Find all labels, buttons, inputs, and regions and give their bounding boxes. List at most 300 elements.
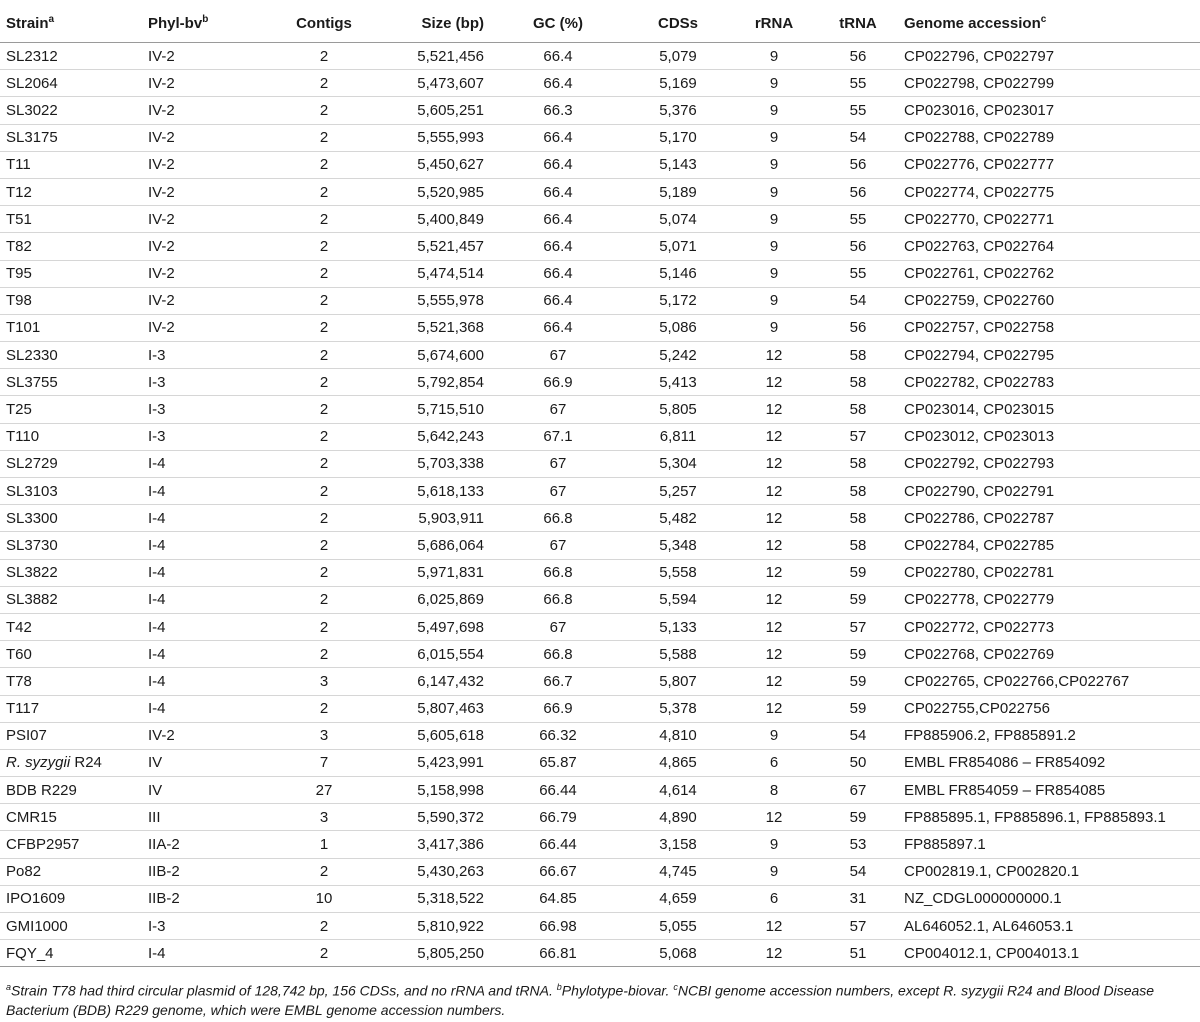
cell-contigs: 2 — [262, 342, 380, 369]
cell-gc: 66.4 — [490, 260, 620, 287]
strain-name: SL3300 — [6, 509, 58, 527]
strain-name: SL3755 — [6, 373, 58, 391]
cell-phyl: I-4 — [142, 505, 262, 532]
cell-trna: 58 — [812, 450, 898, 477]
header-trna: tRNA — [812, 4, 898, 43]
cell-phyl: IV — [142, 749, 262, 776]
cell-contigs: 2 — [262, 423, 380, 450]
cell-strain — [0, 369, 142, 396]
cell-accession: CP022794, CP022795 — [898, 342, 1200, 369]
cell-gc: 67 — [490, 613, 620, 640]
table-row — [0, 885, 1200, 912]
cell-contigs: 2 — [262, 532, 380, 559]
table-row — [0, 342, 1200, 369]
table-row — [0, 233, 1200, 260]
cell-trna: 55 — [812, 70, 898, 97]
cell-gc: 66.44 — [490, 831, 620, 858]
cell-cds: 5,588 — [620, 641, 730, 668]
cell-rrna: 12 — [730, 532, 812, 559]
table-row — [0, 70, 1200, 97]
table-row — [0, 206, 1200, 233]
cell-strain — [0, 532, 142, 559]
cell-trna: 50 — [812, 749, 898, 776]
cell-cds: 5,143 — [620, 151, 730, 178]
strain-name: T101 — [6, 319, 41, 337]
cell-strain — [0, 695, 142, 722]
strain-name: T117 — [6, 700, 40, 718]
cell-accession: AL646052.1, AL646053.1 — [898, 913, 1200, 940]
cell-strain — [0, 749, 142, 776]
table-row — [0, 695, 1200, 722]
cell-contigs: 2 — [262, 613, 380, 640]
cell-contigs: 10 — [262, 885, 380, 912]
cell-rrna: 12 — [730, 369, 812, 396]
table-row — [0, 396, 1200, 423]
cell-contigs: 2 — [262, 178, 380, 205]
cell-cds: 5,348 — [620, 532, 730, 559]
cell-cds: 5,133 — [620, 613, 730, 640]
strain-name: SL3175 — [6, 129, 58, 147]
cell-rrna: 9 — [730, 722, 812, 749]
cell-accession: FP885897.1 — [898, 831, 1200, 858]
cell-gc: 66.7 — [490, 668, 620, 695]
cell-contigs: 2 — [262, 478, 380, 505]
cell-contigs: 7 — [262, 749, 380, 776]
cell-gc: 67 — [490, 450, 620, 477]
cell-gc: 66.9 — [490, 695, 620, 722]
cell-rrna: 12 — [730, 940, 812, 967]
table-row — [0, 478, 1200, 505]
table-row — [0, 450, 1200, 477]
cell-contigs: 2 — [262, 913, 380, 940]
cell-strain — [0, 505, 142, 532]
cell-size: 5,521,368 — [380, 314, 490, 341]
cell-cds: 5,805 — [620, 396, 730, 423]
cell-strain — [0, 396, 142, 423]
cell-rrna: 12 — [730, 505, 812, 532]
cell-rrna: 12 — [730, 450, 812, 477]
cell-trna: 53 — [812, 831, 898, 858]
table-row — [0, 178, 1200, 205]
cell-size: 6,015,554 — [380, 641, 490, 668]
cell-accession: CP022788, CP022789 — [898, 124, 1200, 151]
strain-species-prefix: R. syzygii — [6, 754, 71, 772]
table-row — [0, 668, 1200, 695]
cell-gc: 66.4 — [490, 206, 620, 233]
table-row — [0, 287, 1200, 314]
cell-strain — [0, 124, 142, 151]
cell-strain — [0, 342, 142, 369]
cell-cds: 5,376 — [620, 97, 730, 124]
cell-gc: 66.4 — [490, 287, 620, 314]
cell-gc: 66.4 — [490, 70, 620, 97]
strain-name: T82 — [6, 237, 32, 255]
cell-size: 5,590,372 — [380, 804, 490, 831]
cell-accession: CP022796, CP022797 — [898, 43, 1200, 70]
cell-cds: 5,413 — [620, 369, 730, 396]
strain-name: SL2312 — [6, 47, 58, 65]
cell-rrna: 9 — [730, 97, 812, 124]
cell-contigs: 2 — [262, 97, 380, 124]
cell-contigs: 27 — [262, 777, 380, 804]
cell-trna: 58 — [812, 505, 898, 532]
cell-trna: 51 — [812, 940, 898, 967]
cell-gc: 66.4 — [490, 178, 620, 205]
cell-trna: 59 — [812, 586, 898, 613]
cell-trna: 58 — [812, 342, 898, 369]
cell-trna: 55 — [812, 97, 898, 124]
cell-strain — [0, 287, 142, 314]
table-row — [0, 505, 1200, 532]
cell-size: 5,642,243 — [380, 423, 490, 450]
table-row — [0, 124, 1200, 151]
cell-gc: 66.4 — [490, 314, 620, 341]
cell-accession: CP022784, CP022785 — [898, 532, 1200, 559]
strain-name: SL2330 — [6, 346, 58, 364]
strain-name: T25 — [6, 401, 32, 419]
cell-strain — [0, 450, 142, 477]
cell-phyl: I-4 — [142, 478, 262, 505]
cell-strain — [0, 70, 142, 97]
cell-phyl: I-4 — [142, 559, 262, 586]
cell-size: 5,158,998 — [380, 777, 490, 804]
header-accession: Genome accession$^c$ — [898, 4, 1200, 43]
cell-rrna: 9 — [730, 124, 812, 151]
cell-strain — [0, 858, 142, 885]
cell-phyl: IV-2 — [142, 287, 262, 314]
table-row — [0, 151, 1200, 178]
cell-contigs: 2 — [262, 151, 380, 178]
strain-name: T98 — [6, 292, 32, 310]
cell-contigs: 2 — [262, 450, 380, 477]
strain-name: GMI1000 — [6, 917, 68, 935]
table-row — [0, 43, 1200, 70]
cell-size: 5,810,922 — [380, 913, 490, 940]
strain-name: T42 — [6, 618, 32, 636]
table-row — [0, 641, 1200, 668]
cell-trna: 56 — [812, 151, 898, 178]
cell-phyl: I-4 — [142, 668, 262, 695]
cell-phyl: IV-2 — [142, 314, 262, 341]
cell-cds: 5,807 — [620, 668, 730, 695]
cell-rrna: 12 — [730, 613, 812, 640]
strain-name: Po82 — [6, 863, 42, 881]
cell-gc: 66.8 — [490, 505, 620, 532]
cell-strain — [0, 885, 142, 912]
cell-trna: 56 — [812, 178, 898, 205]
table-row — [0, 586, 1200, 613]
cell-contigs: 2 — [262, 70, 380, 97]
cell-cds: 5,242 — [620, 342, 730, 369]
cell-contigs: 2 — [262, 233, 380, 260]
cell-accession: CP022770, CP022771 — [898, 206, 1200, 233]
table-row — [0, 831, 1200, 858]
cell-strain — [0, 97, 142, 124]
cell-gc: 66.3 — [490, 97, 620, 124]
cell-rrna: 9 — [730, 314, 812, 341]
cell-gc: 66.32 — [490, 722, 620, 749]
cell-trna: 59 — [812, 668, 898, 695]
cell-contigs: 2 — [262, 124, 380, 151]
strain-name: IPO1609 — [6, 890, 66, 908]
strain-name: SL2064 — [6, 74, 58, 92]
cell-cds: 4,890 — [620, 804, 730, 831]
cell-contigs: 2 — [262, 586, 380, 613]
cell-cds: 5,594 — [620, 586, 730, 613]
cell-trna: 67 — [812, 777, 898, 804]
cell-gc: 65.87 — [490, 749, 620, 776]
cell-accession: CP022780, CP022781 — [898, 559, 1200, 586]
strain-name: T51 — [6, 210, 32, 228]
cell-trna: 57 — [812, 423, 898, 450]
cell-rrna: 9 — [730, 260, 812, 287]
cell-size: 5,807,463 — [380, 695, 490, 722]
cell-size: 5,555,978 — [380, 287, 490, 314]
cell-contigs: 2 — [262, 641, 380, 668]
cell-gc: 64.85 — [490, 885, 620, 912]
cell-size: 6,025,869 — [380, 586, 490, 613]
strain-name: CMR15 — [6, 808, 57, 826]
cell-strain — [0, 260, 142, 287]
cell-trna: 59 — [812, 641, 898, 668]
cell-trna: 58 — [812, 478, 898, 505]
cell-cds: 5,055 — [620, 913, 730, 940]
cell-size: 5,792,854 — [380, 369, 490, 396]
cell-rrna: 9 — [730, 858, 812, 885]
cell-trna: 57 — [812, 613, 898, 640]
cell-strain — [0, 722, 142, 749]
table-row — [0, 858, 1200, 885]
cell-rrna: 8 — [730, 777, 812, 804]
cell-gc: 66.4 — [490, 151, 620, 178]
cell-gc: 66.4 — [490, 233, 620, 260]
cell-rrna: 12 — [730, 641, 812, 668]
cell-accession: NZ_CDGL000000000.1 — [898, 885, 1200, 912]
cell-phyl: I-4 — [142, 586, 262, 613]
header-row — [0, 4, 1200, 43]
cell-phyl: I-3 — [142, 396, 262, 423]
cell-trna: 59 — [812, 695, 898, 722]
cell-size: 5,400,849 — [380, 206, 490, 233]
cell-strain — [0, 423, 142, 450]
cell-size: 5,605,251 — [380, 97, 490, 124]
cell-accession: CP022778, CP022779 — [898, 586, 1200, 613]
cell-gc: 66.8 — [490, 641, 620, 668]
cell-cds: 5,071 — [620, 233, 730, 260]
cell-accession: CP022757, CP022758 — [898, 314, 1200, 341]
cell-accession: CP022786, CP022787 — [898, 505, 1200, 532]
genome-table — [0, 4, 1200, 967]
strain-name: T78 — [6, 672, 32, 690]
cell-rrna: 9 — [730, 287, 812, 314]
table-row — [0, 369, 1200, 396]
table-row — [0, 913, 1200, 940]
cell-size: 6,147,432 — [380, 668, 490, 695]
cell-gc: 66.9 — [490, 369, 620, 396]
cell-rrna: 6 — [730, 885, 812, 912]
cell-size: 5,805,250 — [380, 940, 490, 967]
cell-gc: 66.4 — [490, 43, 620, 70]
cell-size: 5,423,991 — [380, 749, 490, 776]
cell-size: 5,674,600 — [380, 342, 490, 369]
cell-gc: 66.8 — [490, 559, 620, 586]
cell-rrna: 12 — [730, 396, 812, 423]
cell-contigs: 3 — [262, 668, 380, 695]
cell-trna: 55 — [812, 206, 898, 233]
cell-contigs: 2 — [262, 43, 380, 70]
strain-name: FQY_4 — [6, 944, 54, 962]
header-gc: GC (%) — [490, 4, 620, 43]
cell-accession: CP022768, CP022769 — [898, 641, 1200, 668]
cell-phyl: IIA-2 — [142, 831, 262, 858]
cell-strain — [0, 668, 142, 695]
strain-name: T11 — [6, 156, 31, 174]
header-cds: CDSs — [620, 4, 730, 43]
cell-cds: 5,172 — [620, 287, 730, 314]
cell-trna: 54 — [812, 124, 898, 151]
cell-phyl: I-4 — [142, 532, 262, 559]
cell-phyl: I-3 — [142, 423, 262, 450]
cell-gc: 66.98 — [490, 913, 620, 940]
cell-phyl: IV — [142, 777, 262, 804]
cell-phyl: IV-2 — [142, 178, 262, 205]
cell-strain — [0, 178, 142, 205]
cell-cds: 5,558 — [620, 559, 730, 586]
cell-strain — [0, 43, 142, 70]
cell-contigs: 2 — [262, 369, 380, 396]
cell-accession: CP022759, CP022760 — [898, 287, 1200, 314]
strain-name: T12 — [6, 183, 32, 201]
strain-name: SL3882 — [6, 591, 58, 609]
cell-rrna: 12 — [730, 695, 812, 722]
cell-size: 5,521,456 — [380, 43, 490, 70]
cell-rrna: 9 — [730, 233, 812, 260]
cell-size: 5,474,514 — [380, 260, 490, 287]
cell-cds: 5,378 — [620, 695, 730, 722]
cell-trna: 31 — [812, 885, 898, 912]
cell-phyl: IV-2 — [142, 206, 262, 233]
cell-gc: 66.8 — [490, 586, 620, 613]
cell-trna: 54 — [812, 858, 898, 885]
cell-phyl: I-4 — [142, 641, 262, 668]
strain-name: SL3022 — [6, 101, 58, 119]
cell-accession: CP022772, CP022773 — [898, 613, 1200, 640]
cell-trna: 57 — [812, 913, 898, 940]
cell-rrna: 12 — [730, 804, 812, 831]
cell-accession: CP022790, CP022791 — [898, 478, 1200, 505]
cell-contigs: 2 — [262, 940, 380, 967]
cell-accession: CP022761, CP022762 — [898, 260, 1200, 287]
cell-strain — [0, 641, 142, 668]
cell-cds: 3,158 — [620, 831, 730, 858]
cell-cds: 5,146 — [620, 260, 730, 287]
cell-gc: 66.79 — [490, 804, 620, 831]
cell-rrna: 9 — [730, 831, 812, 858]
cell-phyl: I-3 — [142, 369, 262, 396]
cell-accession: FP885895.1, FP885896.1, FP885893.1 — [898, 804, 1200, 831]
cell-gc: 66.44 — [490, 777, 620, 804]
table-row — [0, 804, 1200, 831]
cell-trna: 58 — [812, 532, 898, 559]
cell-rrna: 12 — [730, 342, 812, 369]
cell-trna: 56 — [812, 314, 898, 341]
cell-accession: CP022782, CP022783 — [898, 369, 1200, 396]
cell-phyl: IV-2 — [142, 260, 262, 287]
cell-cds: 5,482 — [620, 505, 730, 532]
cell-contigs: 2 — [262, 559, 380, 586]
cell-contigs: 2 — [262, 695, 380, 722]
cell-phyl: I-4 — [142, 613, 262, 640]
cell-size: 5,450,627 — [380, 151, 490, 178]
cell-rrna: 12 — [730, 913, 812, 940]
cell-phyl: IIB-2 — [142, 858, 262, 885]
header-strain: Strain$^a$ — [0, 4, 142, 43]
cell-strain — [0, 206, 142, 233]
cell-gc: 66.4 — [490, 124, 620, 151]
cell-gc: 67 — [490, 396, 620, 423]
cell-strain — [0, 804, 142, 831]
cell-phyl: III — [142, 804, 262, 831]
cell-accession: CP023016, CP023017 — [898, 97, 1200, 124]
cell-contigs: 2 — [262, 858, 380, 885]
table-footnote: $^a$Strain T78 had third circular plasmid of 128,742 bp, 156 CDSs, and no rRNA and tRNA. $^b$Phylotype-biovar. $^c$NCBI genome accession numbers, except R. syzygii R24 and Blood Disease Bacterium (BDB) R229 genome, which were EMBL genome accession numbers. — [6, 982, 1155, 1018]
cell-trna: 56 — [812, 43, 898, 70]
cell-rrna: 9 — [730, 151, 812, 178]
cell-contigs: 2 — [262, 287, 380, 314]
cell-phyl: I-3 — [142, 913, 262, 940]
cell-accession: CP004012.1, CP004013.1 — [898, 940, 1200, 967]
cell-phyl: I-3 — [142, 342, 262, 369]
cell-accession: CP002819.1, CP002820.1 — [898, 858, 1200, 885]
cell-accession: FP885906.2, FP885891.2 — [898, 722, 1200, 749]
cell-rrna: 9 — [730, 70, 812, 97]
cell-phyl: IV-2 — [142, 233, 262, 260]
cell-accession: CP022776, CP022777 — [898, 151, 1200, 178]
cell-size: 5,318,522 — [380, 885, 490, 912]
cell-contigs: 2 — [262, 206, 380, 233]
cell-accession: CP023014, CP023015 — [898, 396, 1200, 423]
table-row — [0, 722, 1200, 749]
cell-phyl: I-4 — [142, 695, 262, 722]
cell-trna: 56 — [812, 233, 898, 260]
cell-size: 5,605,618 — [380, 722, 490, 749]
cell-strain — [0, 314, 142, 341]
header-phyl-bv: Phyl-$bv^b$ — [142, 4, 262, 43]
table-row — [0, 940, 1200, 967]
cell-contigs: 2 — [262, 396, 380, 423]
strain-name: R24 — [70, 754, 102, 772]
cell-cds: 4,659 — [620, 885, 730, 912]
table-row — [0, 613, 1200, 640]
cell-rrna: 9 — [730, 43, 812, 70]
cell-strain — [0, 940, 142, 967]
cell-phyl: IIB-2 — [142, 885, 262, 912]
table-row — [0, 314, 1200, 341]
cell-trna: 55 — [812, 260, 898, 287]
cell-rrna: 12 — [730, 478, 812, 505]
cell-cds: 4,865 — [620, 749, 730, 776]
cell-trna: 58 — [812, 396, 898, 423]
cell-strain — [0, 586, 142, 613]
cell-trna: 59 — [812, 804, 898, 831]
cell-strain — [0, 478, 142, 505]
cell-phyl: IV-2 — [142, 722, 262, 749]
cell-size: 5,618,133 — [380, 478, 490, 505]
cell-phyl: I-4 — [142, 940, 262, 967]
cell-rrna: 12 — [730, 559, 812, 586]
cell-accession: EMBL FR854059 – FR854085 — [898, 777, 1200, 804]
cell-trna: 58 — [812, 369, 898, 396]
